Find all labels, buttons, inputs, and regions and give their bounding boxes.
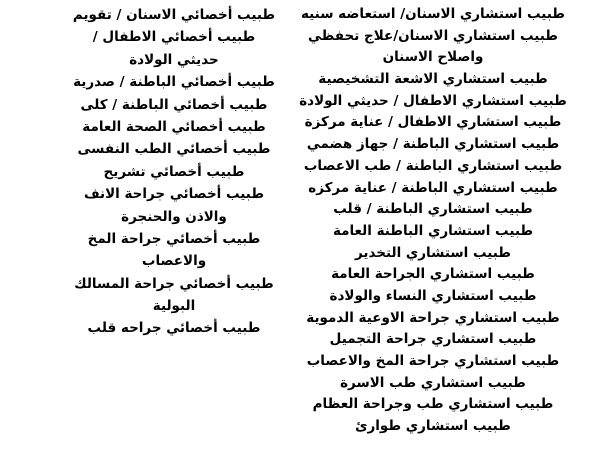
list-item: البولية (152, 298, 196, 315)
list-item: طبيب أخصائي جراحه قلب (87, 320, 261, 337)
list-item: طبيب أخصائي الاسنان / تقويم (72, 7, 276, 23)
list-item: طبيب استشاري جراحة المخ والاعصاب (306, 353, 560, 369)
list-item: طبيب استشاري الاطفال / عناية مركزة (304, 114, 562, 131)
list-item: طبيب استشاري طوارئ (355, 418, 511, 435)
specialist-list (61, 4, 287, 340)
list-item: طبيب أخصائي الاطفال / (92, 29, 256, 46)
list-item: طبيب استشاري الاسنان/علاج تحفظي (307, 27, 558, 44)
list-item: طبيب أخصائي جراحة المسالك (74, 275, 274, 292)
list-item: طبيب استشاري جراحة الاوعية الدموية (306, 309, 560, 326)
list-item: طبيب استشاري الاسنان/ استعاضه سنيه (300, 6, 565, 22)
list-item: واصلاح الاسنان (382, 49, 484, 66)
list-item: طبيب استشاري الجراحة العامة (331, 266, 535, 283)
list-item: والاذن والحنجرة (121, 208, 227, 225)
list-item: طبيب استشاري جراحة التجميل (329, 331, 537, 348)
list-item: حديثي الولادة (129, 51, 219, 68)
list-item: طبيب أخصائي تشريح (103, 163, 245, 180)
list-item: طبيب استشاري الباطنة / طب الاعصاب (303, 157, 563, 174)
list-item: طبيب أخصائي جراحة الانف (83, 186, 265, 203)
list-item: طبيب أخصائي الصحة العامة (82, 118, 266, 135)
list-item: طبيب استشاري الاطفال / حديثي الولادة (299, 92, 567, 109)
list-item: طبيب استشاري الباطنة / عناية مركزه (308, 179, 558, 196)
list-item: والاعصاب (141, 253, 207, 270)
list-item: طبيب استشاري الاشعة التشخيصية (318, 71, 548, 88)
list-item: طبيب استشاري طب الاسرة (340, 374, 526, 391)
list-item: طبيب أخصائي الباطنة / صدرية (73, 74, 275, 91)
list-item: طبيب أخصائي جراحة المخ (87, 230, 261, 247)
list-item: طبيب استشاري الباطنة العامة (332, 222, 534, 239)
list-item: طبيب استشاري طب وجراحة العظام (312, 396, 554, 413)
list-item: طبيب أخصائي الباطنة / كلى (80, 96, 268, 113)
list-item: طبيب أخصائي الطب النفسى (77, 141, 271, 158)
list-item: طبيب استشاري النساء والولادة (329, 287, 537, 304)
list-item: طبيب استشاري الباطنة / قلب (333, 201, 533, 218)
consultant-list (287, 4, 579, 438)
list-item: طبيب استشاري الباطنة / جهاز هضمي (306, 136, 560, 153)
list-item: طبيب استشاري التخدير (355, 244, 511, 261)
